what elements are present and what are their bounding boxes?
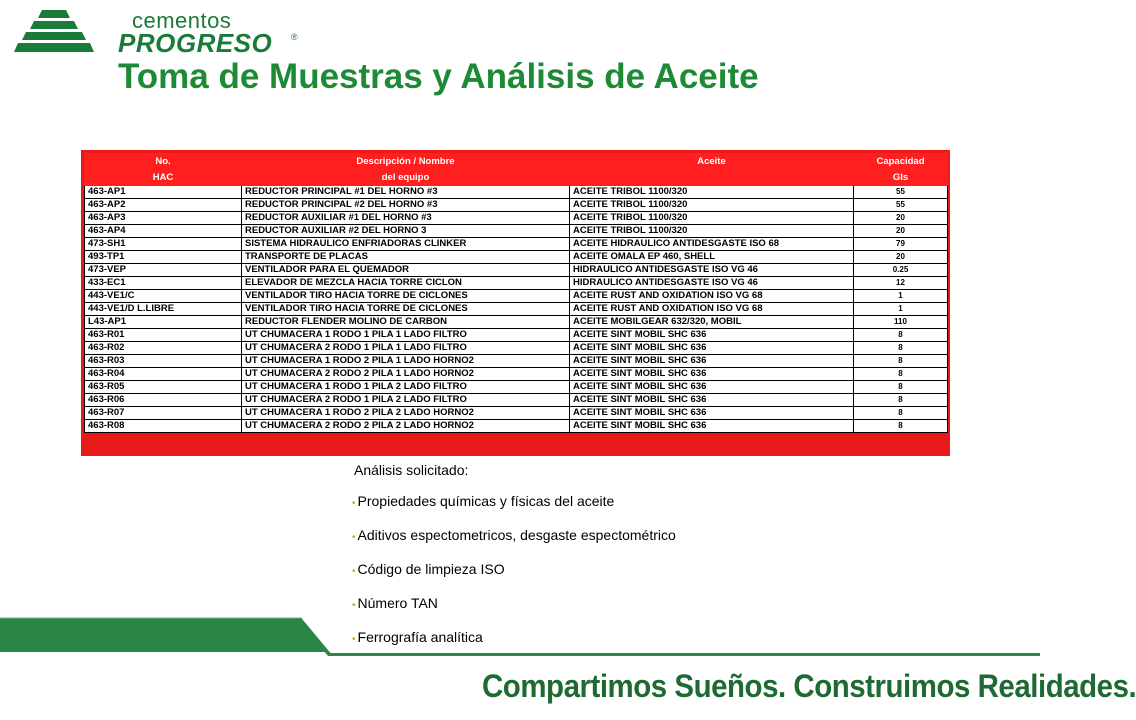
table-row: [85, 290, 948, 303]
cell-descripcion: UT CHUMACERA 2 RODO 1 PILA 2 LADO FILTRO: [242, 394, 570, 407]
cell-hac: L43-AP1: [85, 316, 242, 329]
footer-green-bar: [0, 618, 1040, 658]
cell-aceite: ACEITE HIDRAULICO ANTIDESGASTE ISO 68: [570, 238, 854, 251]
cell-hac: 463-R02: [85, 342, 242, 355]
bullet-icon: •: [352, 600, 356, 611]
table-row: [85, 303, 948, 316]
analysis-heading: Análisis solicitado:: [354, 462, 469, 478]
cell-capacidad: 8: [854, 407, 948, 420]
bullet-icon: •: [352, 634, 356, 645]
cell-hac: 473-SH1: [85, 238, 242, 251]
cell-hac: 433-EC1: [85, 277, 242, 290]
cell-hac: 443-VE1/C: [85, 290, 242, 303]
cell-capacidad: 8: [854, 420, 948, 433]
table-row: [85, 277, 948, 290]
cell-descripcion: UT CHUMACERA 1 RODO 2 PILA 1 LADO HORNO2: [242, 355, 570, 368]
cell-descripcion: REDUCTOR AUXILIAR #1 DEL HORNO #3: [242, 212, 570, 225]
bullet-icon: •: [352, 498, 356, 509]
cell-hac: 463-R08: [85, 420, 242, 433]
cell-capacidad: 1: [854, 290, 948, 303]
header-no: No.: [85, 154, 242, 170]
cell-descripcion: VENTILADOR TIRO HACIA TORRE DE CICLONES: [242, 290, 570, 303]
table-row: [85, 407, 948, 420]
cell-descripcion: UT CHUMACERA 2 RODO 1 PILA 1 LADO FILTRO: [242, 342, 570, 355]
table-row: [85, 264, 948, 277]
table-row: [85, 199, 948, 212]
cell-capacidad: 20: [854, 251, 948, 264]
cell-aceite: ACEITE RUST AND OXIDATION ISO VG 68: [570, 303, 854, 316]
cell-aceite: ACEITE SINT MOBIL SHC 636: [570, 394, 854, 407]
cell-descripcion: REDUCTOR PRINCIPAL #2 DEL HORNO #3: [242, 199, 570, 212]
cell-hac: 463-AP4: [85, 225, 242, 238]
cell-descripcion: VENTILADOR PARA EL QUEMADOR: [242, 264, 570, 277]
cell-capacidad: 12: [854, 277, 948, 290]
cell-capacidad: 55: [854, 186, 948, 199]
table-row: [85, 381, 948, 394]
bullet-icon: •: [352, 532, 356, 543]
cell-aceite: ACEITE MOBILGEAR 632/320, MOBIL: [570, 316, 854, 329]
cell-aceite: HIDRAULICO ANTIDESGASTE ISO VG 46: [570, 264, 854, 277]
header-del-equipo: del equipo: [242, 170, 570, 186]
header-descripcion: Descripción / Nombre: [242, 154, 570, 170]
cell-descripcion: UT CHUMACERA 1 RODO 1 PILA 2 LADO FILTRO: [242, 381, 570, 394]
table-row: [85, 251, 948, 264]
cell-capacidad: 0.25: [854, 264, 948, 277]
cell-descripcion: UT CHUMACERA 1 RODO 1 PILA 1 LADO FILTRO: [242, 329, 570, 342]
cell-capacidad: 20: [854, 225, 948, 238]
cell-aceite: ACEITE SINT MOBIL SHC 636: [570, 407, 854, 420]
analysis-item: • Número TAN: [352, 595, 438, 611]
cell-aceite: ACEITE OMALA EP 460, SHELL: [570, 251, 854, 264]
cell-capacidad: 79: [854, 238, 948, 251]
cell-hac: 463-AP1: [85, 186, 242, 199]
cell-descripcion: REDUCTOR AUXILIAR #2 DEL HORNO 3: [242, 225, 570, 238]
cell-descripcion: VENTILADOR TIRO HACIA TORRE DE CICLONES: [242, 303, 570, 316]
table-row: [85, 212, 948, 225]
cell-descripcion: UT CHUMACERA 2 RODO 2 PILA 2 LADO HORNO2: [242, 420, 570, 433]
analysis-item: • Código de limpieza ISO: [352, 561, 505, 577]
header-aceite: Aceite: [570, 154, 854, 170]
table-row: [85, 329, 948, 342]
table-row: [85, 368, 948, 381]
header-hac: HAC: [85, 170, 242, 186]
header-capacidad: Capacidad: [854, 154, 948, 170]
cell-hac: 463-AP3: [85, 212, 242, 225]
cell-hac: 473-VEP: [85, 264, 242, 277]
cell-aceite: HIDRAULICO ANTIDESGASTE ISO VG 46: [570, 277, 854, 290]
progreso-pyramid-icon: [14, 10, 94, 58]
logo-cementos-text: cementos: [132, 8, 232, 33]
cell-hac: 463-R03: [85, 355, 242, 368]
cell-capacidad: 8: [854, 368, 948, 381]
cell-descripcion: REDUCTOR PRINCIPAL #1 DEL HORNO #3: [242, 186, 570, 199]
cell-aceite: ACEITE TRIBOL 1100/320: [570, 186, 854, 199]
analysis-item: • Aditivos espectometricos, desgaste espectométrico: [352, 527, 676, 543]
table-row: [85, 225, 948, 238]
cell-descripcion: REDUCTOR FLENDER MOLINO DE CARBON: [242, 316, 570, 329]
table-body: [85, 186, 948, 433]
cell-hac: 493-TP1: [85, 251, 242, 264]
cell-capacidad: 8: [854, 329, 948, 342]
cell-descripcion: ELEVADOR DE MEZCLA HACIA TORRE CICLON: [242, 277, 570, 290]
cell-aceite: ACEITE SINT MOBIL SHC 636: [570, 420, 854, 433]
header-aceite-sub: [570, 170, 854, 186]
table-row: [85, 238, 948, 251]
cell-capacidad: 55: [854, 199, 948, 212]
logo-progreso-text: PROGRESO: [118, 28, 273, 58]
cell-capacidad: 8: [854, 394, 948, 407]
equipment-oil-table: [81, 150, 950, 456]
cell-aceite: ACEITE SINT MOBIL SHC 636: [570, 368, 854, 381]
cell-capacidad: 110: [854, 316, 948, 329]
cell-hac: 463-R07: [85, 407, 242, 420]
analysis-item: • Ferrografía analítica: [352, 629, 483, 645]
cell-hac: 463-R05: [85, 381, 242, 394]
cell-aceite: ACEITE TRIBOL 1100/320: [570, 225, 854, 238]
cell-capacidad: 1: [854, 303, 948, 316]
table-row: [85, 186, 948, 199]
cell-hac: 463-R04: [85, 368, 242, 381]
table-row: [85, 394, 948, 407]
cell-aceite: ACEITE SINT MOBIL SHC 636: [570, 329, 854, 342]
cell-hac: 443-VE1/D L.LIBRE: [85, 303, 242, 316]
analysis-item: • Propiedades químicas y físicas del aceite: [352, 493, 615, 509]
cell-aceite: ACEITE SINT MOBIL SHC 636: [570, 342, 854, 355]
cell-aceite: ACEITE RUST AND OXIDATION ISO VG 68: [570, 290, 854, 303]
table-row: [85, 420, 948, 433]
bullet-icon: •: [352, 566, 356, 577]
cell-capacidad: 8: [854, 342, 948, 355]
cell-capacidad: 8: [854, 381, 948, 394]
company-logo: [14, 8, 304, 60]
cell-descripcion: UT CHUMACERA 2 RODO 2 PILA 1 LADO HORNO2: [242, 368, 570, 381]
cell-hac: 463-R01: [85, 329, 242, 342]
cell-aceite: ACEITE TRIBOL 1100/320: [570, 199, 854, 212]
cell-descripcion: SISTEMA HIDRAULICO ENFRIADORAS CLINKER: [242, 238, 570, 251]
cell-hac: 463-AP2: [85, 199, 242, 212]
table-row: [85, 355, 948, 368]
table-header: [85, 154, 948, 186]
footer-tagline: Compartimos Sueños. Construimos Realidades.: [482, 668, 1136, 704]
cell-hac: 463-R06: [85, 394, 242, 407]
cell-aceite: ACEITE SINT MOBIL SHC 636: [570, 381, 854, 394]
table-row: [85, 316, 948, 329]
cell-descripcion: UT CHUMACERA 1 RODO 2 PILA 2 LADO HORNO2: [242, 407, 570, 420]
table-row: [85, 342, 948, 355]
cell-aceite: ACEITE SINT MOBIL SHC 636: [570, 355, 854, 368]
cell-capacidad: 8: [854, 355, 948, 368]
cell-aceite: ACEITE TRIBOL 1100/320: [570, 212, 854, 225]
registered-mark: ®: [291, 32, 298, 42]
cell-capacidad: 20: [854, 212, 948, 225]
cell-descripcion: TRANSPORTE DE PLACAS: [242, 251, 570, 264]
slide-title: Toma de Muestras y Análisis de Aceite: [118, 57, 759, 96]
header-gls: Gls: [854, 170, 948, 186]
